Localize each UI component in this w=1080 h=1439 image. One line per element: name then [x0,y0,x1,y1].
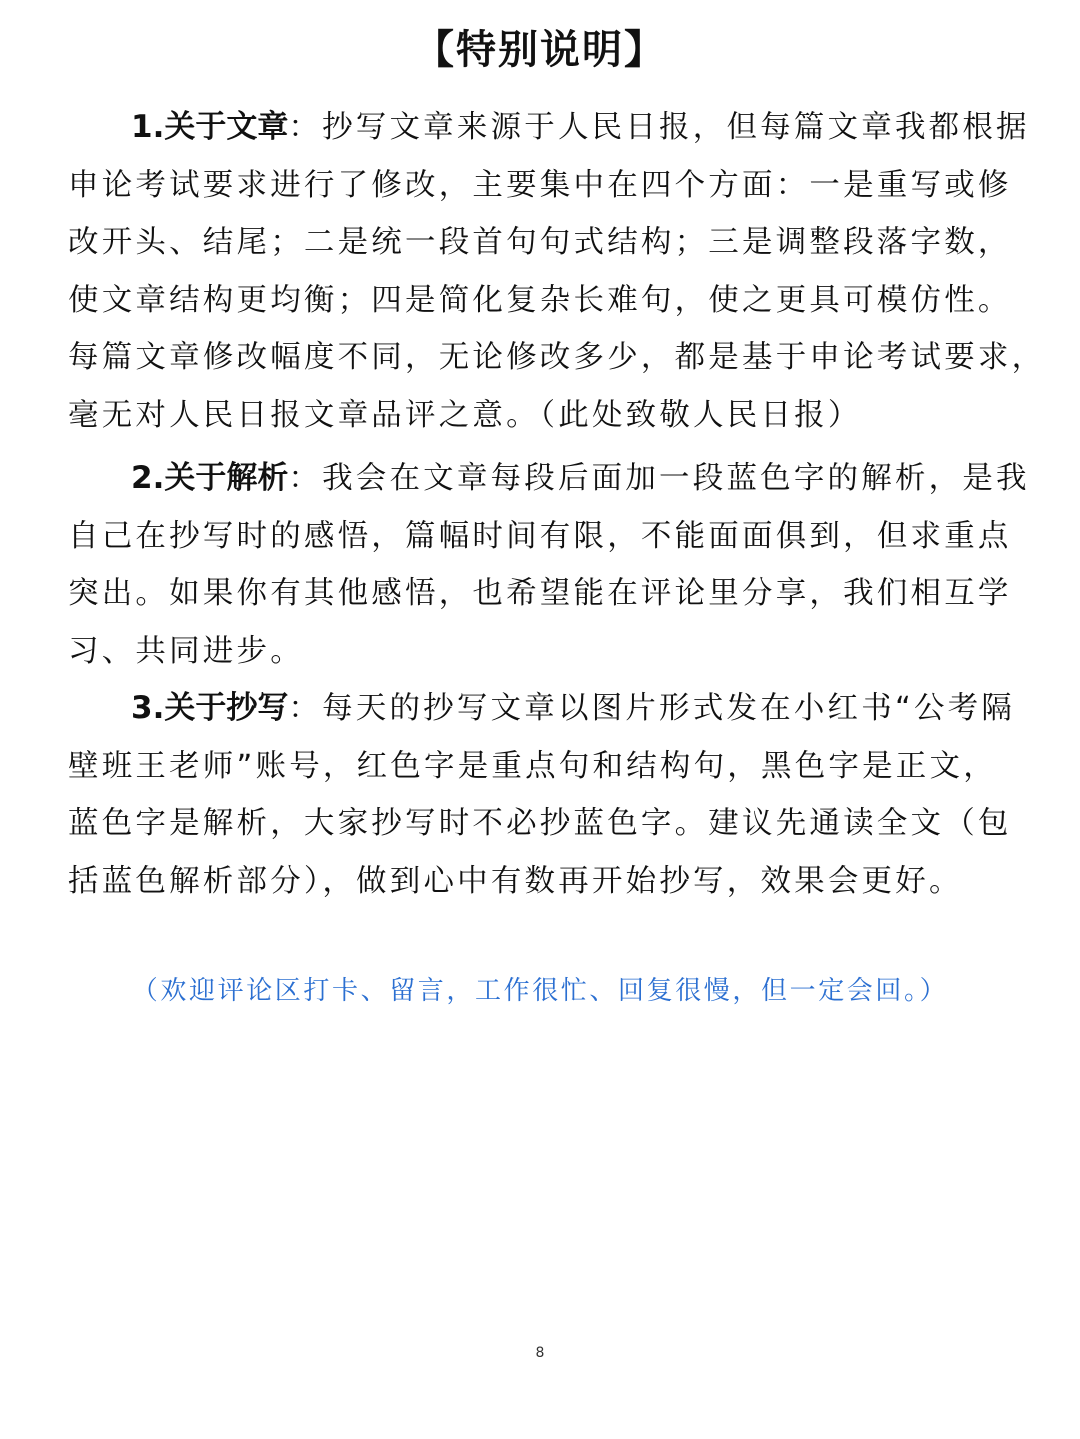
section-heading: 2.关于解析 [131,460,289,496]
paragraph-line: 括蓝色解析部分），做到心中有数再开始抄写，效果会更好。 [68,863,963,899]
section-separator: ： [288,691,323,726]
paragraph-line: 自己在抄写时的感悟，篇幅时间有限，不能面面俱到，但求重点 [68,518,1012,554]
paragraph-line: 每篇文章修改幅度不同，无论修改多少，都是基于申论考试要求， [68,340,1046,376]
section-first-line [68,99,1028,157]
paragraph-line: 毫无对人民日报文章品评之意。（此处致敬人民日报） [68,397,862,433]
page-title: 【特别说明】 [414,27,666,73]
section-about-copying [68,680,1028,910]
paragraph-line: 使文章结构更均衡；四是简化复杂长难句，使之更具可模仿性。 [68,282,1012,318]
paragraph-line: 改开头、结尾；二是统一段首句句式结构；三是调整段落字数， [68,225,1012,261]
comment-invitation-note: （欢迎评论区打卡、留言，工作很忙、回复很慢，但一定会回。） [131,976,949,1006]
paragraph-line: 我会在文章每段后面加一段蓝色字的解析，是我 [322,461,1030,496]
paragraph-line: 申论考试要求进行了修改，主要集中在四个方面：一是重写或修 [68,167,1012,203]
paragraph-line: 蓝色字是解析，大家抄写时不必抄蓝色字。建议先通读全文（包 [68,806,1012,842]
section-separator: ： [288,110,323,145]
section-about-articles [68,99,1046,445]
section-about-analysis [68,450,1028,680]
paragraph-line: 抄写文章来源于人民日报，但每篇文章我都根据 [322,110,1030,145]
paragraph-line: 习、共同进步。 [68,633,304,669]
section-heading: 3.关于抄写 [131,690,289,726]
section-first-line [68,680,1028,738]
section-first-line [68,450,1028,508]
paragraph-line: 每天的抄写文章以图片形式发在小红书“公考隔 [322,691,1016,726]
paragraph-line: 突出。如果你有其他感悟，也希望能在评论里分享，我们相互学 [68,576,1012,612]
section-separator: ： [288,461,323,496]
page-number: 8 [535,1345,545,1361]
paragraph-line: 壁班王老师”账号，红色字是重点句和结构句，黑色字是正文， [68,748,997,784]
section-heading: 1.关于文章 [131,109,289,145]
